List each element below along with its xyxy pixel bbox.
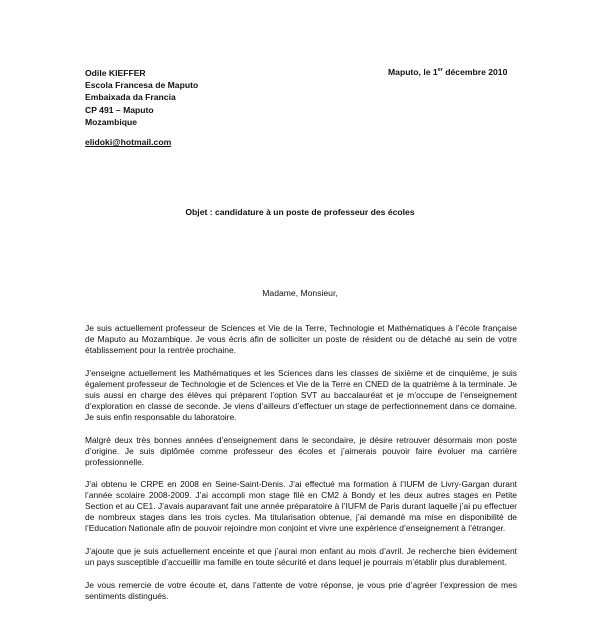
body-paragraph: Malgré deux très bonnes années d’enseignement dans le secondaire, je désire retrouver désormais mon poste d’origine. Je suis diplômée comme professeur des écoles et j’aimerais pouvoir faire évoluer ma carrière professionnelle. [85, 434, 517, 467]
sender-postbox: CP 491 – Maputo [85, 104, 154, 115]
sender-email: elidoki@hotmail.com [85, 137, 172, 147]
sender-embassy: Embaixada da Francia [85, 92, 176, 103]
sender-name: Odile KIEFFER [85, 68, 146, 78]
body-paragraph: J’ajoute que je suis actuellement enceinte et que j’aurai mon enfant au mois d’avril. Je recherche bien évidement un pays susceptible d’accueillir ma famille en toute sécurité et dans lequel je pourrais m’établir plus durablement. [85, 546, 517, 568]
date-ordinal: er [437, 67, 443, 73]
date-prefix: Maputo, le 1 [388, 67, 438, 77]
date-line [388, 67, 507, 77]
sender-country: Mozambique [85, 116, 138, 127]
body-paragraph: J’ai obtenu le CRPE en 2008 en Seine-Saint-Denis. J’ai effectué ma formation à l’IUFM de Livry-Gargan durant l’année scolaire 2008-2009. J’ai accompli mon stage filé en CM2 à Bondy et les deux autres stages en Petite Section et au CE1. J’avais auparavant fait une année préparatoire à l’IUFM de Paris durant laquelle j’ai pu effectuer de nombreux stages dans les trois cycles. Ma titularisation obtenue, j’ai demandé ma mise en disponibilité de l’Education Nationale afin de pouvoir rejoindre mon conjoint et vivre une expérience d’enseignement à l’étranger. [85, 479, 517, 534]
body-paragraph: J’enseigne actuellement les Mathématiques et les Sciences dans les classes de sixième et de cinquième, je suis également professeur de Technologie et de Sciences et Vie de la Terre en CNED de la quatrième à la terminale. Je suis aussi en charge des élèves qui préparent l’option SVT au baccalauréat et je m’occupe de l’enseignement d’exploration en classe de seconde. Je viens d’ailleurs d’effectuer un stage de perfectionnement dans ce domaine. Je suis enfin responsable du laboratoire. [85, 367, 517, 422]
body-paragraph: Je suis actuellement professeur de Sciences et Vie de la Terre, Technologie et Mathématiques à l’école française de Maputo au Mozambique. Je vous écris afin de solliciter un poste de résident ou de détaché au sein de votre établissement pour la rentrée prochaine. [85, 323, 517, 356]
sender-school: Escola Francesa de Maputo [85, 80, 199, 91]
sender-address-block [85, 67, 198, 128]
body-paragraph: Je vous remercie de votre écoute et, dans l’attente de votre réponse, je vous prie d’agréer l’expression de mes sentiments distingués. [85, 579, 517, 601]
letter-subject: Objet : candidature à un poste de professeur des écoles [185, 207, 415, 217]
salutation: Madame, Monsieur, [262, 288, 338, 298]
date-suffix: décembre 2010 [442, 67, 508, 77]
letter-body [85, 323, 517, 614]
